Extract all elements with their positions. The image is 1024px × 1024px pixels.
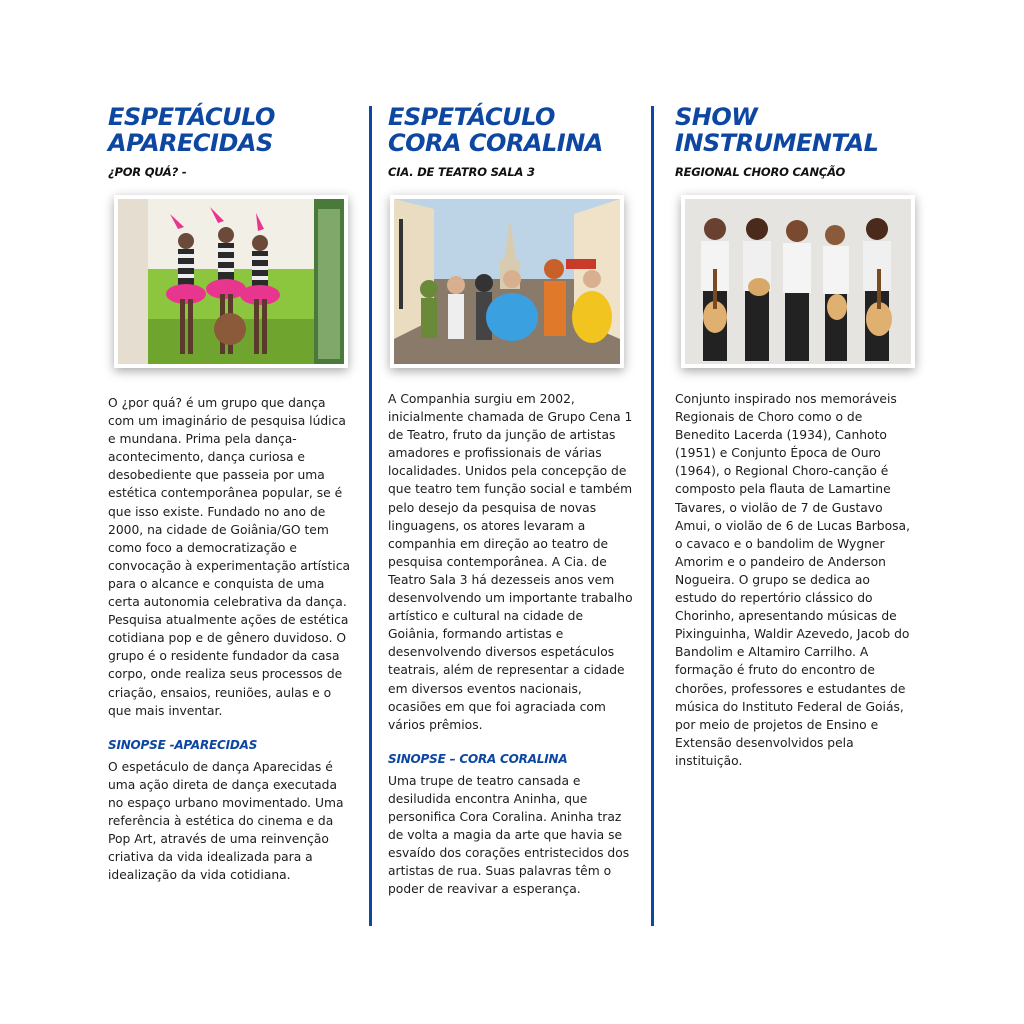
column-title <box>108 104 354 156</box>
column-subtitle: ¿POR QUÁ? - <box>108 165 187 179</box>
synopsis-heading: SINOPSE -APARECIDAS <box>108 737 258 752</box>
column-cora-coralina <box>388 104 634 898</box>
synopsis-heading: SINOPSE – CORA CORALINA <box>388 751 568 766</box>
title-line-1: SHOW <box>675 103 758 131</box>
column-title <box>675 104 915 156</box>
column-subtitle: CIA. DE TEATRO SALA 3 <box>388 165 535 179</box>
choro-band-photo <box>681 195 915 368</box>
column-subtitle: REGIONAL CHORO CANÇÃO <box>675 165 846 179</box>
group-description: O ¿por quá? é um grupo que dança com um imaginário de pesquisa lúdica e mundana. Prima pela dança-acontecimento, dança curiosa e desobediente que passeia por uma estética contemporânea popular, se é que isso existe. Fundado no ano de 2000, na cidade de Goiânia/GO tem como foco a democratização e convocação à experimentação artística para o alcance e conquista de uma certa autonomia celebrativa da dança. Pesquisa atualmente ações de estética cotidiana pop e de gênero duvidoso. O grupo é o residente fundador da casa corpo, onde realiza seus processos de criação, ensaios, reuniões, aulas e o que mais inventar. <box>108 396 351 718</box>
column-divider <box>369 106 372 926</box>
title-line-1: ESPETÁCULO <box>108 103 275 131</box>
column-divider <box>651 106 654 926</box>
dance-group-photo <box>114 195 348 368</box>
synopsis-text: Uma trupe de teatro cansada e desiludida encontra Aninha, que personifica Cora Coralina. Aninha traz de volta a magia da arte que havia se esvaído dos corações entristecidos dos artistas de rua. Suas palavras têm o poder de reavivar a esperança. <box>388 773 630 897</box>
title-line-1: ESPETÁCULO <box>388 103 555 131</box>
title-line-2: APARECIDAS <box>108 129 273 157</box>
title-line-2: INSTRUMENTAL <box>675 129 879 157</box>
theater-troupe-photo <box>390 195 624 368</box>
column-aparecidas <box>108 104 354 884</box>
column-show-instrumental <box>675 104 915 770</box>
synopsis-text: O espetáculo de dança Aparecidas é uma ação direta de dança executada no espaço urbano movimentado. Uma referência à estética do cinema e da Pop Art, através de uma reinvenção criativa da vida idealizada para a idealização da vida cotidiana. <box>108 759 344 883</box>
column-title <box>388 104 634 156</box>
title-line-2: CORA CORALINA <box>388 129 603 157</box>
group-description: Conjunto inspirado nos memoráveis Regionais de Choro como o de Benedito Lacerda (1934), Canhoto (1951) e Conjunto Época de Ouro (1964), o Regional Choro-canção é composto pela flauta de Lamartine Tavares, o violão de 7 de Gustavo Amui, o violão de 6 de Lucas Barbosa, o cavaco e o bandolim de Wygner Amorim e o pandeiro de Anderson Nogueira. O grupo se dedica ao estudo do repertório clássico do Chorinho, apresentando músicas de Pixinguinha, Waldir Azevedo, Jacob do Bandolim e Altamiro Carrilho. A formação é fruto do encontro de chorões, professores e estudantes de música do Instituto Federal de Goiás, por meio de projetos de Ensino e Extensão desenvolvidos pela instituição. <box>675 392 910 768</box>
group-description: A Companhia surgiu em 2002, inicialmente chamada de Grupo Cena 1 de Teatro, fruto da junção de artistas amadores e profissionais de várias localidades. Unidos pela concepção de que teatro tem função social e também pelo desejo da pesquisa de novas linguagens, os atores levaram a companhia em direção ao teatro de pesquisa contemporânea. A Cia. de Teatro Sala 3 há dezesseis anos vem desenvolvendo um importante trabalho artístico e cultural na cidade de Goiânia, formando artistas e desenvolvendo diversos espetáculos teatrais, além de representar a cidade em diversos eventos nacionais, ocasiões em que foi agraciada com vários prêmios. <box>388 392 633 732</box>
